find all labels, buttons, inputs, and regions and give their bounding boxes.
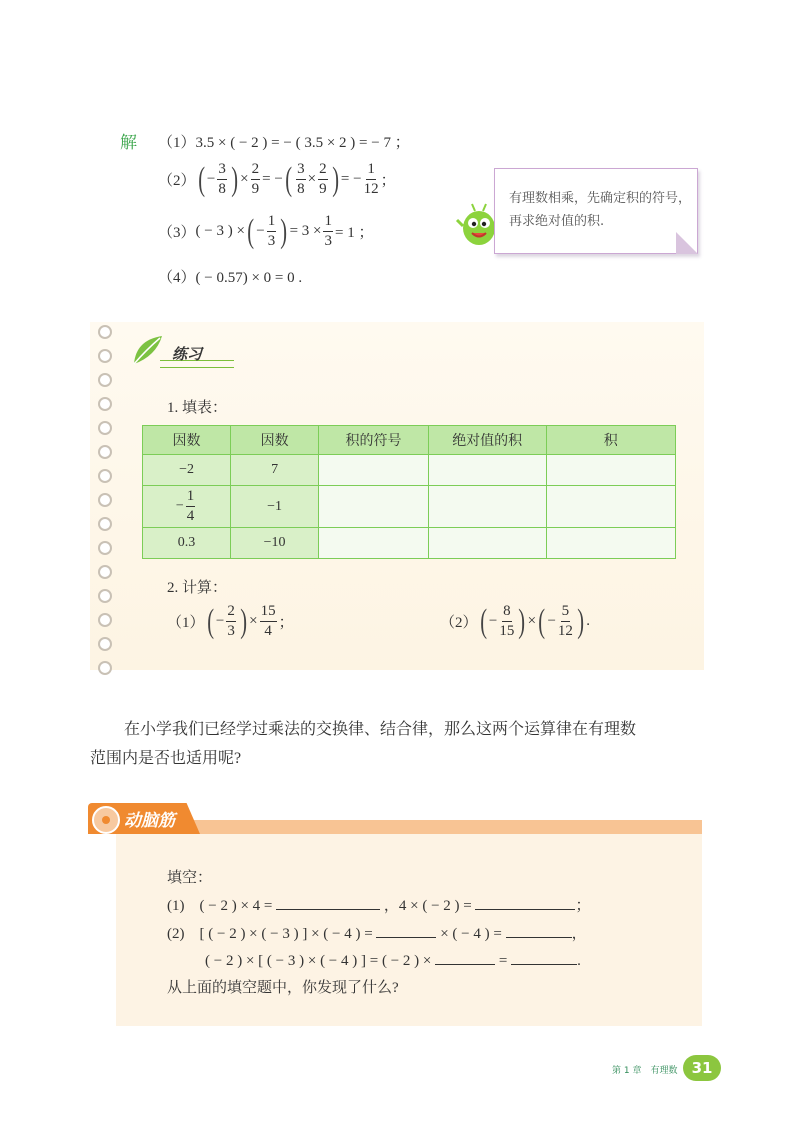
table-header: 因数	[231, 426, 319, 455]
think-line-1: (1) ( − 2 ) × 4 = ，4 × ( − 2 ) = ；	[167, 894, 591, 915]
table-row	[143, 528, 676, 559]
practice-title: 练习	[172, 345, 203, 363]
table-cell[interactable]	[428, 486, 546, 528]
table-cell: 0.3	[143, 528, 231, 559]
table-cell[interactable]	[546, 486, 676, 528]
table-cell[interactable]	[428, 528, 546, 559]
solution-label: 解	[120, 133, 137, 153]
blank-field[interactable]	[475, 895, 575, 910]
gear-icon	[92, 806, 120, 834]
question-2: 2. 计算：	[167, 580, 228, 596]
solution-line-2: （2） ( − $\frac{3}{8}$ ) × $\frac{2}{9}$ = − ( $\frac{3}{8}$ × $\frac{2}{9}$ ) = − $\frac{1}{12}$ ；	[158, 160, 396, 198]
table-cell[interactable]	[428, 455, 546, 486]
think-title: 动脑筋	[124, 811, 175, 831]
solution-line-3: （3） ( − 3 ) × ( − $\frac{1}{3}$ ) = 3 × $\frac{1}{3}$ = 1 ；	[158, 212, 374, 250]
blank-field[interactable]	[511, 950, 577, 965]
table-cell[interactable]	[546, 455, 676, 486]
table-cell: −10	[231, 528, 319, 559]
tip-text: 有理数相乘，先确定积的符号，再求绝对值的积.	[509, 191, 692, 229]
calc-1: （1） ( − $\frac{2}{3}$ ) × $\frac{15}{4}$ ；	[167, 602, 294, 640]
table-header: 因数	[143, 426, 231, 455]
table-row	[143, 455, 676, 486]
table-cell: −2	[143, 455, 231, 486]
notebook-rings	[98, 325, 116, 685]
think-line-2: (2) [ ( − 2 ) × ( − 3 ) ] × ( − 4 ) = × ( − 4 ) = ，	[167, 922, 587, 943]
question-1: 1. 填表：	[167, 400, 228, 416]
solution-line-1: （1）3.5 × ( − 2 ) = − ( 3.5 × 2 ) = − 7 ；	[158, 135, 410, 151]
think-intro: 填空：	[167, 870, 213, 886]
blank-field[interactable]	[506, 923, 572, 938]
page-number: 31	[683, 1055, 721, 1081]
calc-2: （2） ( − $\frac{8}{15}$ ) × ( − $\frac{5}{12}$ ) .	[440, 602, 590, 640]
table-cell[interactable]	[546, 528, 676, 559]
table-cell[interactable]	[319, 455, 429, 486]
solution-line-4: （4）( − 0.57) × 0 = 0 .	[158, 270, 303, 286]
table-cell[interactable]	[319, 528, 429, 559]
table-header: 积的符号	[319, 426, 429, 455]
blank-field[interactable]	[376, 923, 436, 938]
blank-field[interactable]	[276, 895, 380, 910]
blank-field[interactable]	[435, 950, 495, 965]
chapter-label: 第 1 章 有理数	[612, 1066, 678, 1076]
line-index: （2）	[158, 173, 196, 189]
table-header-row	[143, 426, 676, 455]
table-cell: 7	[231, 455, 319, 486]
fill-table	[142, 425, 676, 559]
think-question: 从上面的填空题中，你发现了什么?	[167, 980, 399, 996]
table-header: 绝对值的积	[428, 426, 546, 455]
table-row	[143, 486, 676, 528]
table-cell-fraction: − $\frac{1}{4}$	[143, 486, 231, 528]
bubble-fold	[676, 232, 698, 254]
paragraph-line-1: 在小学我们已经学过乘法的交换律、结合律，那么这两个运算律在有理数	[124, 721, 637, 738]
table-cell[interactable]	[319, 486, 429, 528]
tip-bubble	[494, 168, 698, 254]
paragraph-line-2: 范围内是否也适用呢?	[90, 750, 242, 767]
table-cell: −1	[231, 486, 319, 528]
think-line-3: ( − 2 ) × [ ( − 3 ) × ( − 4 ) ] = ( − 2 ) × = .	[205, 950, 581, 970]
table-header: 积	[546, 426, 676, 455]
